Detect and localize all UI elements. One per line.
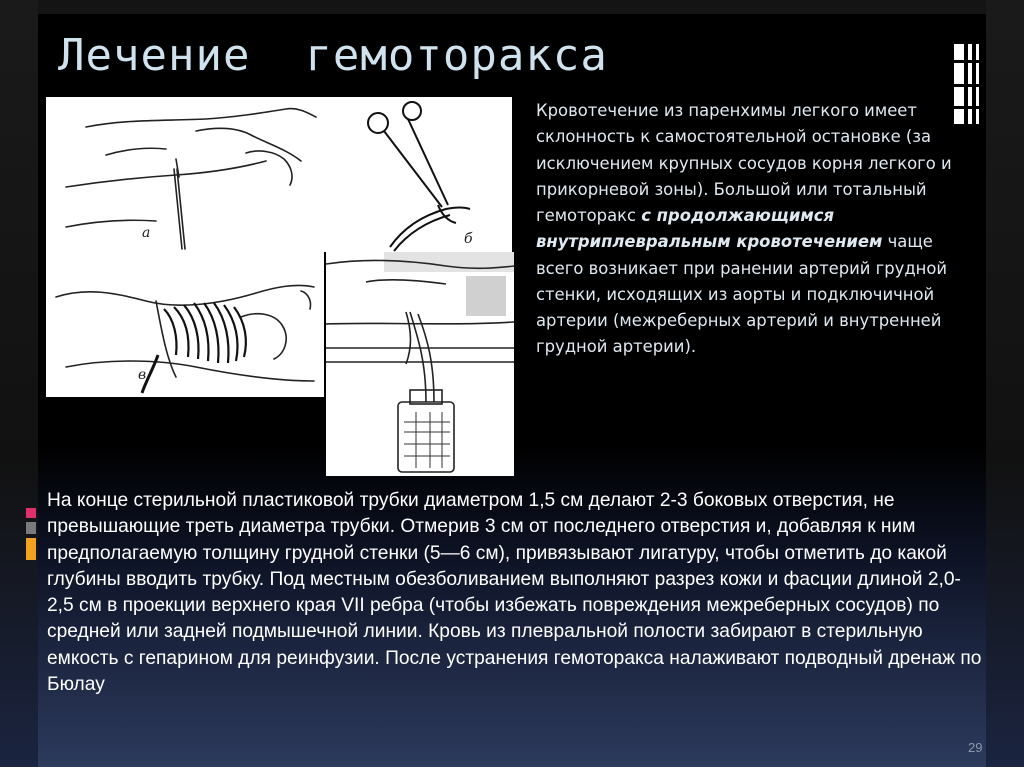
figure-label-v: в <box>138 367 147 383</box>
slide-title: Лечение гемоторакса <box>58 30 608 81</box>
top-frame-bar <box>38 0 986 14</box>
side-description <box>536 98 956 361</box>
patient-outline-icon <box>46 97 324 397</box>
clamp-icon <box>324 97 512 252</box>
side-text-part2: чаще всего возникает при ранении артерий грудной стенки, исходящих из аорты и подключичной артерии (межреберных артерий и внутренней грудной артерии). <box>536 232 948 357</box>
page-number: 29 <box>968 740 983 755</box>
procedure-description: На конце стерильной пластиковой трубки диаметром 1,5 см делают 2-3 боковых отверстия, не превышающие треть диаметра трубки. Отмерив 3 см от последнего отверстия и, добавляя к ним предполагаемую толщину грудной стенки (5—6 см), привязывают лигатуру, чтобы отметить до какой глубины вводить трубку. Под местным обезболиванием выполняют разрез кожи и фасции длиной 2,0-2,5 см в проекции верхнего края VII ребра (чтобы избежать повреждения межреберных сосудов) по средней или задней подмышечной линии. Кровь из плевральной полости забирают в стерильную емкость с гепарином для реинфузии. После устранения гемоторакса налаживают подводный дренаж по Бюлау <box>47 490 982 696</box>
right-frame-bar <box>986 0 1024 767</box>
side-text-part1: Кровотечение из паренхимы легкого имеет склонность к самостоятельной остановке (за исключением крупных сосудов корня легкого и прикорневой зоны). Большой или тотальный гемоторакс <box>536 101 952 225</box>
figure-drainage-setup <box>326 252 514 476</box>
accent-mark-gray <box>26 522 36 534</box>
left-frame-bar <box>0 0 38 767</box>
drainage-bottle-icon <box>326 252 514 476</box>
side-text-emphasis: с продолжающимся внутриплевральным кровотечением <box>536 206 883 252</box>
accent-mark-orange <box>26 538 36 560</box>
figure-label-a: а <box>142 225 151 241</box>
figure-label-b: б <box>464 231 473 247</box>
accent-mark-pink <box>26 508 36 518</box>
figure-patient-drawings <box>46 97 324 397</box>
figure-clamp-tube <box>324 97 512 252</box>
